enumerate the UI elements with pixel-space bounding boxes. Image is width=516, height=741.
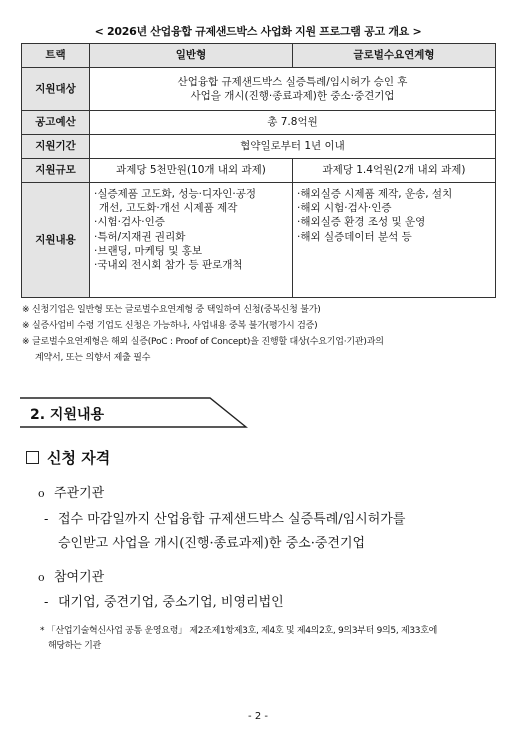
- circle-bullet-icon: o: [38, 571, 45, 584]
- list-item: ·해외실증 환경 조성 및 운영: [297, 216, 426, 229]
- content-global: [293, 183, 496, 298]
- row-label-scale: 지원규모: [22, 159, 90, 183]
- footnote-line-1: * 「산업기술혁신사업 공통 운영요령」 제2조제1항제3호, 제4호 및 제4의2호, 9의3부터 9의5, 제33호에: [40, 626, 438, 636]
- scale-global: 과제당 1.4억원(2개 내외 과제): [293, 159, 496, 183]
- header-global: 글로벌수요연계형: [293, 44, 496, 68]
- footnote-line-2: 해당하는 기관: [48, 641, 101, 651]
- row-label-content: 지원내용: [22, 183, 90, 298]
- row-label-budget: 공고예산: [22, 111, 90, 135]
- target-line-2: 사업을 개시(진행·종료과제)한 중소·중견기업: [190, 90, 395, 102]
- list-item: 개선, 고도화·개선 시제품 제작: [99, 202, 238, 215]
- heading-text: 신청 자격: [47, 449, 111, 467]
- partner-org-text: 대기업, 중견기업, 중소기업, 비영리법인: [58, 595, 284, 610]
- section-title: 2. 지원내용: [30, 407, 105, 423]
- row-label-period: 지원기간: [22, 135, 90, 159]
- list-item: ·국내외 전시회 참가 등 판로개척: [94, 258, 243, 271]
- table-row-target: [22, 68, 496, 111]
- budget-value: 총 7.8억원: [90, 111, 496, 135]
- note-continuation: 계약서, 또는 의향서 제출 필수: [35, 353, 151, 363]
- list-item: ·해외실증 시제품 제작, 운송, 설치: [297, 188, 453, 200]
- partner-org-item: [38, 566, 104, 585]
- list-item: ·해외 실증데이터 분석 등: [297, 230, 412, 243]
- note: ※ 실증사업비 수령 기업도 신청은 가능하나, 사업내용 중복 불가(평가시 검증): [22, 321, 318, 331]
- eligibility-heading: [26, 447, 110, 468]
- partner-org-label: 참여기관: [54, 570, 105, 585]
- lead-org-detail: - 접수 마감일까지 산업융합 규제샌드박스 실증특례/임시허가를 승인받고 사업을 개시(진행·종료과제)한 중소·중견기업: [44, 508, 405, 556]
- header-track: 트랙: [22, 44, 90, 68]
- target-line-1: 산업융합 규제샌드박스 실증특례/임시허가 승인 후: [177, 75, 408, 88]
- square-bullet-icon: [26, 451, 39, 464]
- circle-bullet-icon: o: [38, 487, 45, 500]
- overview-table: [21, 43, 496, 298]
- scale-general: 과제당 5천만원(10개 내외 과제): [90, 159, 293, 183]
- lead-org-line-2: 승인받고 사업을 개시(진행·종료과제)한 중소·중견기업: [58, 536, 366, 551]
- table-row-budget: [22, 111, 496, 135]
- table-notes: [22, 302, 496, 366]
- table-header-row: [22, 44, 496, 68]
- lead-org-label: 주관기관: [54, 486, 105, 501]
- target-cell: [90, 68, 496, 111]
- list-item: ·해외 시험·검사·인증: [297, 202, 392, 215]
- list-item: ·시험·검사·인증: [94, 216, 165, 229]
- list-item: ·특허/지재권 권리화: [94, 230, 186, 243]
- period-value: 협약일로부터 1년 이내: [90, 135, 496, 159]
- partner-org-detail: - 대기업, 중견기업, 중소기업, 비영리법인: [44, 595, 284, 610]
- content-general: [90, 183, 293, 298]
- page-number: - 2 -: [248, 711, 268, 722]
- note: ※ 신청기업은 일반형 또는 글로벌수요연계형 중 택일하여 신청(중복신청 불가): [22, 305, 321, 315]
- row-label-target: 지원대상: [22, 68, 90, 111]
- lead-org-item: [38, 482, 104, 501]
- section-header: [20, 397, 250, 429]
- note: ※ 글로벌수요연계형은 해외 실증(PoC : Proof of Concept)을 진행할 대상(수요기업·기관)과의: [22, 337, 384, 347]
- overview-title: < 2026년 산업융합 규제샌드박스 사업화 지원 프로그램 공고 개요 >: [94, 25, 422, 38]
- list-item: ·실증제품 고도화, 성능·디자인·공정: [94, 188, 257, 200]
- footnote: [40, 624, 500, 654]
- table-row-content: [22, 183, 496, 298]
- header-general: 일반형: [90, 44, 293, 68]
- list-item: ·브랜딩, 마케팅 및 홍보: [94, 244, 202, 257]
- lead-org-line-1: 접수 마감일까지 산업융합 규제샌드박스 실증특례/임시허가를: [58, 512, 406, 527]
- table-row-scale: [22, 159, 496, 183]
- table-row-period: [22, 135, 496, 159]
